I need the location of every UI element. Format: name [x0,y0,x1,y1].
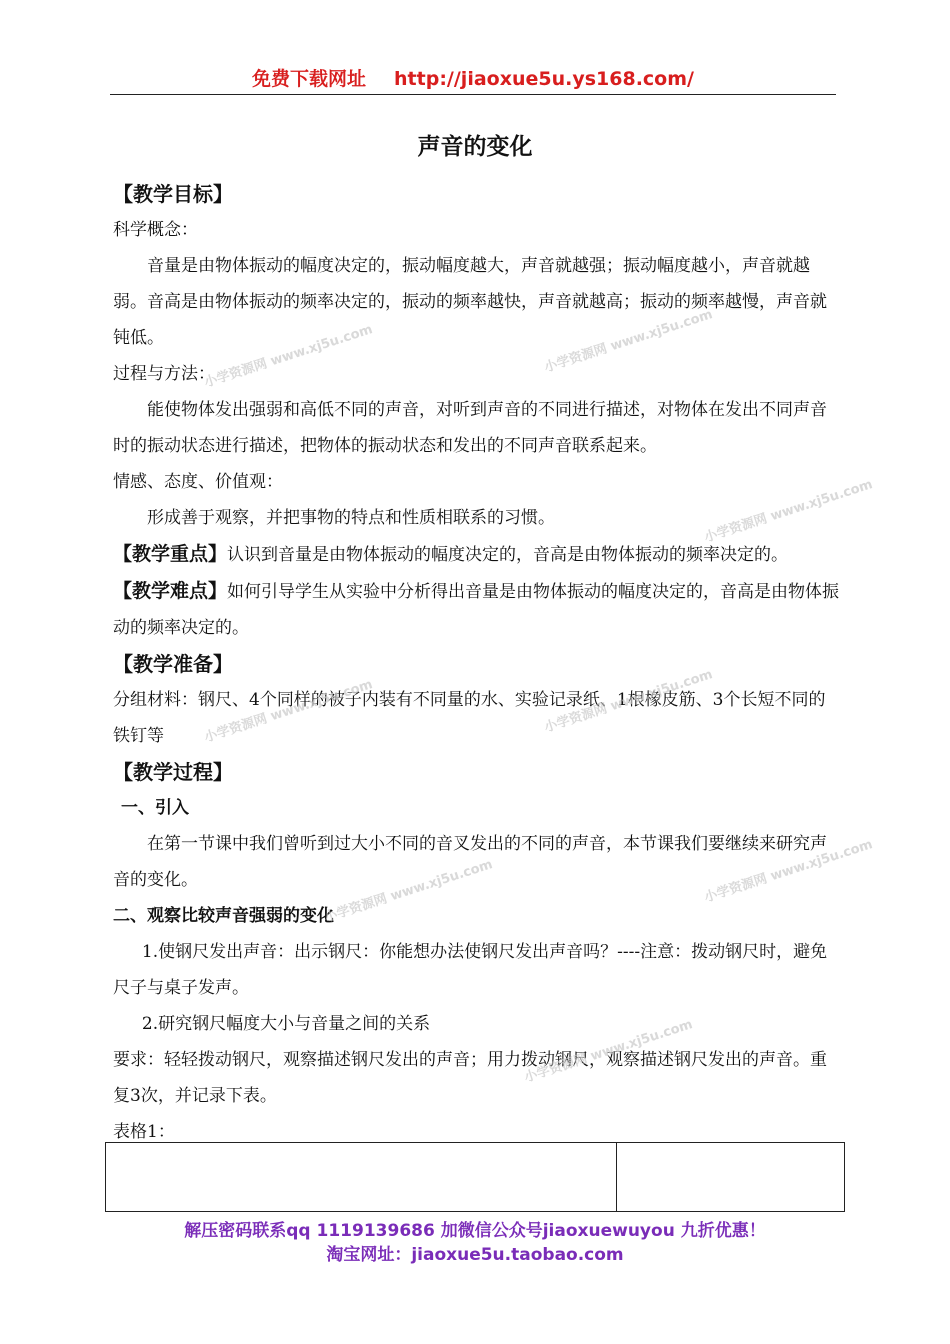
table-column-divider [616,1143,617,1211]
record-table [105,1142,845,1212]
header-label: 免费下载网址 [252,68,367,90]
section-2-requirement: 要求：轻轻拨动钢尺，观察描述钢尺发出的声音；用力拨动钢尺，观察描述钢尺发出的声音。重复3次，并记录下表。 [113,1050,827,1106]
preparation-heading: 【教学准备】 [113,652,233,676]
section-1-text: 在第一节课中我们曾听到过大小不同的音叉发出的不同的声音，本节课我们要继续来研究声音的变化。 [113,834,827,890]
watermark-logo: 小学资源网 www.xj5u.com [202,322,375,391]
preparation-text: 分组材料：钢尺、4个同样的被子内装有不同量的水、实验记录纸、1根橡皮筋、3个长短不同的铁钉等 [113,690,826,746]
page-title: 声音的变化 [417,134,533,160]
section-2-item-2: 2.研究钢尺幅度大小与音量之间的关系 [141,1014,431,1034]
watermark-logo: 小学资源网 www.xj5u.com [702,477,875,546]
key-point-heading: 【教学重点】 [113,543,228,565]
watermark-logo: 小学资源网 www.xj5u.com [522,1017,695,1086]
table-label: 表格1： [113,1122,175,1142]
footer-shop-link[interactable]: 淘宝网址：jiaoxue5u.taobao.com [326,1245,624,1265]
watermark-logo: 小学资源网 www.xj5u.com [542,307,715,376]
watermark-logo: 小学资源网 www.xj5u.com [542,667,715,736]
difficulty-paragraph [113,573,840,646]
process-text: 能使物体发出强弱和高低不同的声音，对听到声音的不同进行描述，对物体在发出不同声音时的振动状态进行描述，把物体的振动状态和发出的不同声音联系起来。 [113,400,827,456]
difficulty-text: 如何引导学生从实验中分析得出音量是由物体振动的幅度决定的，音高是由物体振动的频率决定的。 [113,582,840,638]
key-point-paragraph [113,536,840,573]
section-1-title: 一、引入 [121,798,189,818]
page-header [110,64,836,95]
header-url-link[interactable]: http://jiaoxue5u.ys168.com/ [394,68,694,90]
footer-contact: 解压密码联系qq 1119139686 加微信公众号jiaoxuewuyou 九折优惠！ [184,1221,766,1241]
key-point-text: 认识到音量是由物体振动的幅度决定的，音高是由物体振动的频率决定的。 [227,545,789,565]
watermark-logo: 小学资源网 www.xj5u.com [322,857,495,926]
emotion-label: 情感、态度、价值观： [113,472,283,492]
document-body [113,176,840,1150]
process-label: 过程与方法： [113,364,215,384]
difficulty-heading: 【教学难点】 [113,580,228,602]
process-heading: 【教学过程】 [113,760,233,784]
watermark-logo: 小学资源网 www.xj5u.com [702,837,875,906]
emotion-text: 形成善于观察，并把事物的特点和性质相联系的习惯。 [147,508,555,528]
concept-text: 音量是由物体振动的幅度决定的，振动幅度越大，声音就越强；振动幅度越小，声音就越弱。音高是由物体振动的频率决定的，振动的频率越快，声音就越高；振动的频率越慢，声音就钝低。 [113,256,827,348]
goals-heading: 【教学目标】 [113,182,233,206]
section-2-title: 二、观察比较声音强弱的变化 [113,906,334,926]
watermark-logo: 小学资源网 www.xj5u.com [202,677,375,746]
concept-label: 科学概念： [113,220,198,240]
section-2-item-1: 1.使钢尺发出声音：出示钢尺：你能想办法使钢尺发出声音吗？----注意：拨动钢尺时，避免尺子与桌子发声。 [113,942,828,998]
